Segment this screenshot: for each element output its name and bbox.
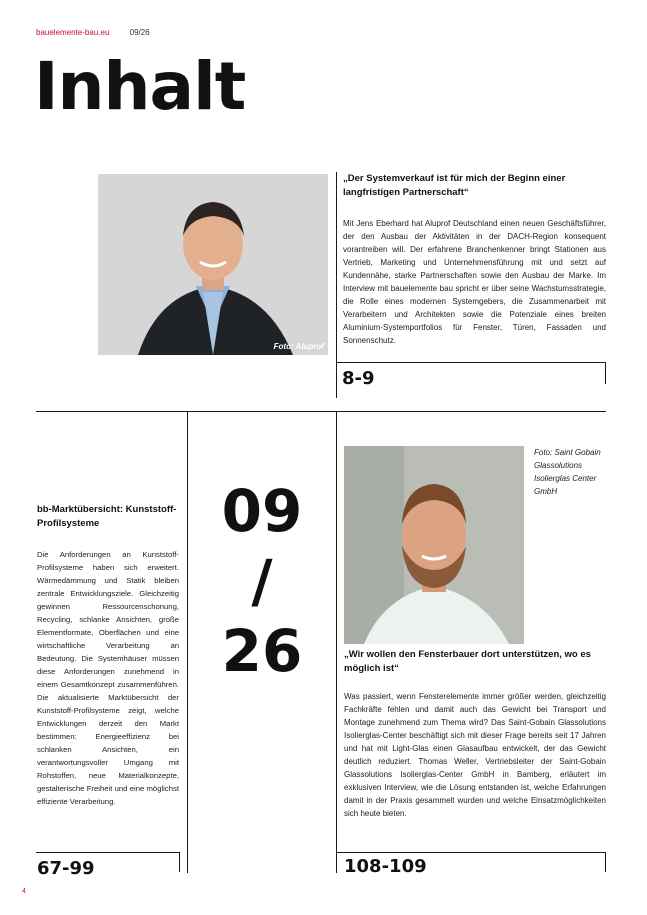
divider (36, 852, 180, 853)
issue-number-slash: / (251, 547, 273, 615)
portrait-photo-jens-eberhard (98, 174, 328, 355)
issue-label: 09/26 (129, 28, 150, 37)
section-divider (36, 411, 606, 412)
issue-number-month: 09 (221, 477, 303, 545)
column-divider (336, 411, 337, 873)
article-body: Die Anforderungen an Kunststoff-Profilsysteme haben sich erweitert. Wärmedämmung und Statik bleiben zentrale Entwicklungsziele. Gleichzeitig gewinnen Ressourcenschonung, Recycling, schlanke Ansichten, große Elementformate, Oberflächen und eine wirtschaftliche Verarbeitung an Bedeutung. Die Systemhäuser müssen diese Anforderungen zunehmend in einem Gesamtkonzept zusammenführen. Die aktualisierte Marktübersicht der Kunststoff-Profilsysteme zeigt, welche Entwicklungen derzeit den Markt bestimmen: Energieeffizienz bei schlanken Ansichten, ein verantwortungsvoller Umgang mit Rohstoffen, neue Materialkonzepte, gestalterische Freiheit und eine möglichst effiziente Verarbeitung. (37, 550, 179, 806)
portrait-illustration (98, 174, 328, 355)
article-title[interactable]: bb-Marktübersicht: Kunststoff-Profilsysteme (37, 504, 177, 529)
divider (179, 852, 180, 872)
photo-credit: Foto: Aluprof (273, 342, 324, 351)
column-divider (187, 411, 188, 873)
page-header (36, 28, 150, 37)
article-body: Mit Jens Eberhard hat Aluprof Deutschland einen neuen Geschäftsführer, der den Ausbau der Aktivitäten in der DACH-Region konsequent vorantreiben will. Der erfahrene Branchenkenner bringt Stationen aus Vertrieb, Marketing und Unternehmensführung mit und setzt auf Kundennähe, starke Partnerschaften sowie den Ausbau der Marke. Im Interview mit bauelemente bau spricht er über seine Wachstumsstrategie, die Rolle eines modernen Systemgebers, die Zusammenarbeit mit Verarbeitern und Architekten sowie die Potenziale eines breiten Aluminium-Systemportfolios für Fenster, Türen, Fassaden und Sonnenschutz. (343, 219, 606, 345)
page-range[interactable]: 108-109 (344, 856, 427, 877)
divider (336, 852, 606, 853)
divider (336, 362, 606, 363)
article-title[interactable]: „Wir wollen den Fensterbauer dort unterstützen, wo es möglich ist“ (344, 649, 591, 674)
portrait-photo-thomas-weller (344, 446, 524, 644)
article-body: Was passiert, wenn Fensterelemente immer größer werden, gleichzeitig Fachkräfte fehlen und damit auch das Gewicht bei Transport und Montage zunehmend zum Thema wird? Das Saint-Gobain Glassolutions Isolierglas-Center beschäftigt sich mit dieser Frage bereits seit 17 Jahren und hat mit Light-Glas einen Glasaufbau entwickelt, der das Gewicht deutlich reduziert. Thomas Weller, Vertriebsleiter der Saint-Gobain Glassolutions Isolierglas-Center GmbH in Bamberg, erläutert im exklusiven Interview, wie die Lösung entstanden ist, welche Erfahrungen damit in der Praxis gesammelt wurden und welche Einsatzmöglichkeiten sich heute bieten. (344, 692, 606, 818)
page-range[interactable]: 8-9 (342, 368, 375, 389)
issue-number-display (212, 476, 312, 686)
divider (605, 362, 606, 384)
page-range[interactable]: 67-99 (37, 858, 95, 879)
article-title[interactable]: „Der Systemverkauf ist für mich der Beginn einer langfristigen Partnerschaft“ (343, 173, 566, 198)
issue-number-year: 26 (221, 617, 303, 685)
site-url[interactable]: bauelemente-bau.eu (36, 28, 110, 37)
photo-credit: Foto: Saint Gobain Glassolutions Isolierglas Center GmbH (534, 448, 601, 496)
divider (605, 852, 606, 872)
page-number: 4 (22, 888, 26, 895)
divider (336, 172, 337, 398)
page-title: Inhalt (34, 48, 246, 125)
portrait-illustration (344, 446, 524, 644)
